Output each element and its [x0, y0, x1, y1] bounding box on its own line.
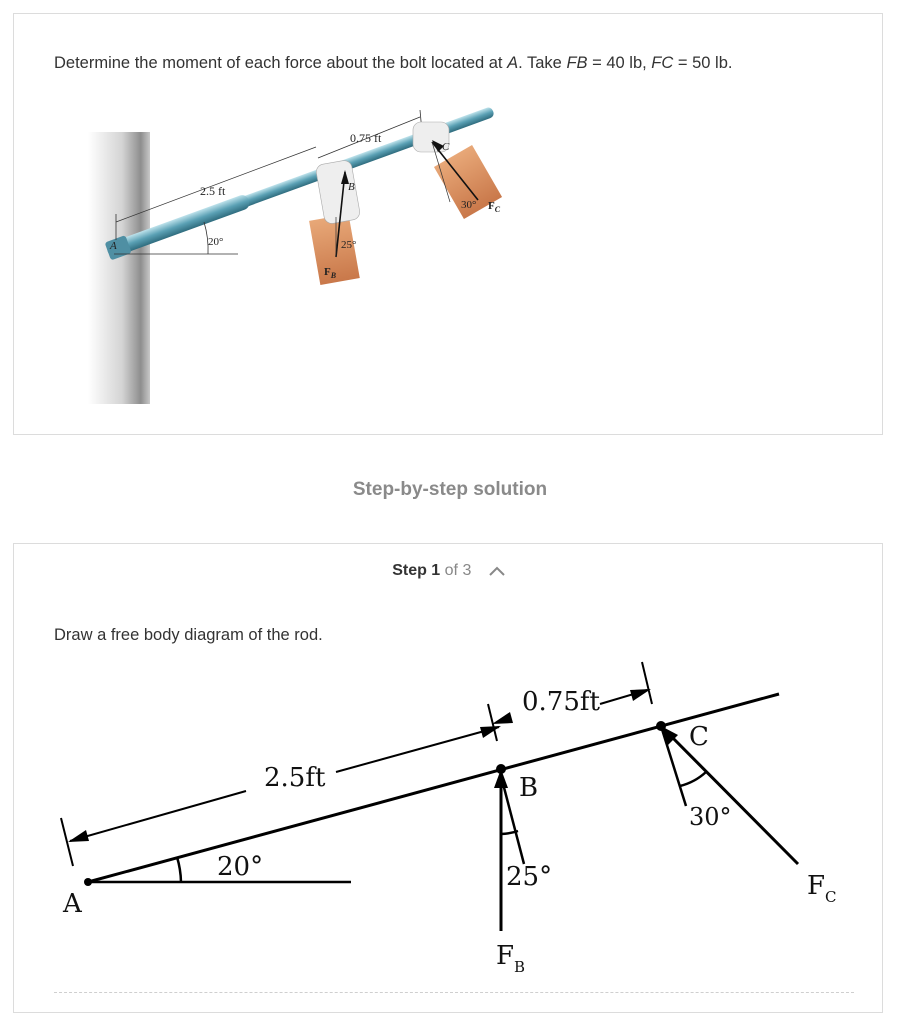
step-number: Step 1 — [392, 562, 441, 579]
fig-dim-bc: 0.75 ft — [350, 131, 382, 145]
point-a-ref: A — [507, 54, 519, 72]
fig-label-c: C — [442, 141, 450, 153]
question-card — [13, 13, 883, 435]
step-text: Draw a free body diagram of the rod. — [54, 626, 323, 644]
fig-label-a: A — [110, 240, 117, 252]
answer-card — [13, 543, 883, 1013]
fig-dim-ab: 2.5 ft — [200, 184, 226, 198]
step-total: of 3 — [440, 562, 472, 579]
fb-var: FB — [566, 54, 588, 72]
fbd-label-c: C — [689, 722, 709, 752]
fbd-force-c-label: $F_C$ — [807, 871, 837, 906]
question-text: Determine the moment of each force about the bolt located at A. Take FB = 40 lb, FC = 50 lb. — [54, 54, 733, 72]
fig-angle-c: 30° — [461, 199, 477, 211]
fig-label-b: B — [348, 181, 355, 193]
fbd-angle-rod: 20° — [217, 852, 264, 882]
divider — [54, 992, 854, 993]
fbd-rod — [88, 694, 779, 882]
fbd-angle-b: 25° — [506, 862, 553, 892]
fig-force-b: $F_B$ — [324, 266, 337, 280]
wall — [88, 132, 150, 404]
free-body-diagram — [14, 544, 884, 1004]
fbd-dim-bc: 0.75ft — [522, 687, 600, 717]
fbd-angle-c: 30° — [689, 803, 732, 831]
problem-figure — [58, 92, 518, 404]
fc-var: FC — [651, 54, 674, 72]
fbd-label-a: A — [63, 889, 82, 919]
section-title: Step-by-step solution — [352, 479, 548, 500]
fbd-force-b-label: $F_B$ — [496, 941, 526, 976]
fig-angle-b: 25° — [341, 239, 357, 251]
fbd-label-b: B — [519, 773, 539, 803]
fig-force-c: $F_C$ — [488, 200, 501, 214]
fig-angle-rod: 20° — [208, 236, 224, 248]
fbd-dim-ab: 2.5ft — [264, 763, 326, 793]
